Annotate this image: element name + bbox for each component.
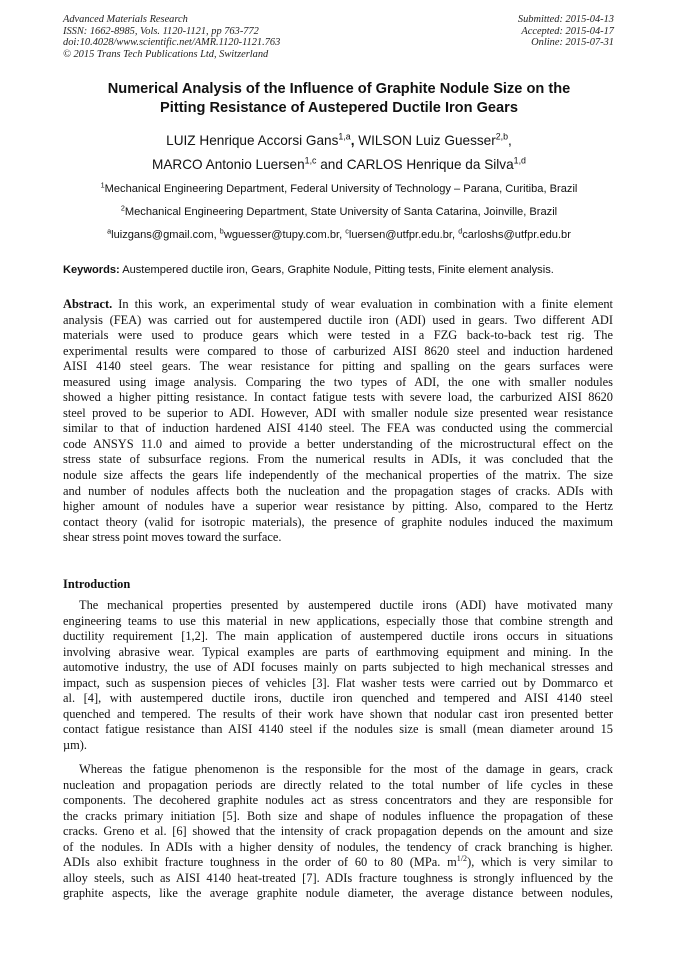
author-affil-marker: 2,b [495,131,509,142]
author-separator: , [350,133,359,148]
intro-line: automotive industry, the use of ADI focuses mainly on parts subjected to high mechanical stresses and [63,660,613,675]
abstract-line: stress state of subsurface regions. From the numerical results in ADIs, it was concluded that the [63,452,613,467]
intro-line: quenched and tempered. The results of their work have shown that nodular cast iron presented better [63,706,613,721]
section-heading-introduction: Introduction [63,577,131,591]
affil-text: Mechanical Engineering Department, State University of Santa Catarina, Joinville, Brazil [124,206,558,218]
abstract-line: Abstract. In this work, an experimental study of wear evaluation in combination with a finite element [63,297,613,311]
intro-line: nucleation and propagation periods are directly related to the total number of life cycles in these [63,777,613,792]
journal-header-left [63,14,280,60]
abstract-line: showed a higher pitting resistance. In contact fatigue tests with severe load, the carburized AISI 8620 [63,390,613,405]
keywords [63,263,623,277]
abstract-line: contact theory (valid for isotropic materials), the presence of graphite nodules induced the maximum [63,514,613,529]
affiliation-2 [63,205,615,219]
author-affil-marker: 1,a [338,131,351,142]
author-list [63,129,615,177]
abstract-line: similar to that of induction hardened AISI 4140 steel. The FEA was conducted using the commercial [63,421,613,436]
email-link[interactable]: carloshs@utfpr.edu.br [462,229,571,241]
email-link[interactable]: wguesser@tupy.com.br, [223,229,346,241]
author-affil-marker: 1,d [513,155,526,166]
affil-marker: 1 [100,180,105,190]
author-affil-marker: 1,c [304,155,317,166]
intro-line: alloy steels, such as AISI 4140 heat-treated [7]. ADIs fracture toughness is strongly influenced by the [63,870,613,885]
intro-line: components. The decohered graphite nodules act as stress concentrators and they are responsible for [63,793,613,808]
intro-line: ADIs also exhibit fracture toughness in the order of 60 to 80 (MPa. $m^{1/2}$), which is very similar to [63,855,613,870]
introduction-paragraph-1 [63,598,613,753]
abstract-line: steel proved to be superior to ADI. However, ADI with smaller nodule size presented wear resistance [63,405,613,420]
copyright-line: © 2015 Trans Tech Publications Ltd, Switzerland [63,48,269,60]
email-link[interactable]: luizgans@gmail.com, [111,229,220,241]
abstract-line: materials were used to produce gears which were tested in a FZG back-to-back test rig. The [63,328,613,343]
intro-line: graphite aspects, like the average graphite nodule diameter, the average distance between nodules, [63,886,613,901]
author-name: CARLOS Henrique da Silva [346,157,514,172]
intro-line: al. [4], with austempered ductile irons, ductile iron quenched and tempered and AISI 4140 steel [63,691,613,706]
intro-line: impact, such as suspension pieces of vehicles [3]. Flat washer tests were carried out by Dommarco et [63,675,613,690]
author-name: WILSON Luiz Guesser [358,133,496,148]
exponent: 1/2 [456,855,468,864]
email-link[interactable]: luersen@utfpr.edu.br, [348,229,459,241]
author-line [63,129,615,153]
journal-header-right [518,14,614,49]
abstract-line: and number of nodules affects both the nucleation and the propagation stages of cracks. ADIs with [63,483,613,498]
author-name: MARCO Antonio Luersen [152,157,305,172]
intro-line: of the nodules. In ADIs with a higher density of nodules, the tendency of crack branching is higher. [63,839,613,854]
abstract-line: code ANSYS 11.0 and aimed to provide a better understanding of the microstructural effect on the [63,436,613,451]
intro-line: engineering teams to use this material in new applications, especially those that combine strength and [63,613,613,628]
abstract-line: nodule size affects the gears life independently of the mechanical properties of the matrix. The size [63,468,613,483]
accepted-date: Accepted: 2015-04-17 [521,25,614,37]
title-line: Numerical Analysis of the Influence of Graphite Nodule Size on the [107,81,571,97]
abstract-label: Abstract. [63,297,113,311]
paper-title [63,80,615,118]
intro-line: involving abrasive wear. Typical examples are parts of earthmoving equipment and mining. In the [63,644,613,659]
intro-line: ductility requirement [1,2]. The main application of austempered ductile irons occurs in situations [63,629,613,644]
email-marker: a [107,226,112,236]
abstract-line: AISI 4140 steel gears. The wear resistance for pitting and spalling on the gears surfaces were [63,359,613,374]
introduction-paragraph-2 [63,762,613,902]
abstract-line: measured using image analysis. Comparing the two types of ADI, the one with smaller nodules [63,374,613,389]
affiliation-1 [63,182,615,196]
author-emails [63,228,615,242]
abstract [63,297,613,546]
intro-line: Whereas the fatigue phenomenon is the responsible for the most of the damage in gears, crack [79,762,613,776]
intro-line: contact fatigue resistance than AISI 4140 steel if the nodules size is small (mean diameter around 15 [63,722,613,737]
issn-line: ISSN: 1662-8985, Vols. 1120-1121, pp 763-772 [63,25,259,37]
intro-line: the cracks primary initiation [5]. Both size and shape of nodules influence the propagation of these [63,808,613,823]
intro-line: The mechanical properties presented by austempered ductile irons (ADI) have motivated many [79,598,613,612]
intro-line: cracks. Greno et al. [6] showed that the intensity of crack propagation depends on the amount and size [63,824,613,839]
author-line [63,153,615,177]
abstract-line: analysis (FEA) was carried out for austempered ductile iron (ADI) used in gears. Two different ADI [63,312,613,327]
email-marker: c [345,226,349,236]
title-line: Pitting Resistance of Austepered Ductile Iron Gears [160,100,518,116]
keywords-label: Keywords: [63,264,120,276]
intro-line: µm). [63,737,88,752]
abstract-line: experimental results were compared to those of carburized AISI 8620 steel and induction hardened [63,343,613,358]
email-marker: d [458,226,463,236]
author-separator: and [316,157,347,172]
email-marker: b [219,226,224,236]
doi-line: doi:10.4028/www.scientific.net/AMR.1120-1121.763 [63,37,281,49]
submitted-date: Submitted: 2015-04-13 [517,14,614,25]
author-separator: , [508,133,512,148]
abstract-line: higher amount of nodules have a superior wear resistance by pitting. Also, compared to the Hertz [63,499,613,514]
journal-name: Advanced Materials Research [63,14,188,25]
keywords-text: Austempered ductile iron, Gears, Graphite Nodule, Pitting tests, Finite element analysis. [119,264,554,276]
affil-text: Mechanical Engineering Department, Federal University of Technology – Parana, Curitiba, Brazil [104,183,578,195]
author-name: LUIZ Henrique Accorsi Gans [166,133,339,148]
abstract-line: shear stress point moves toward the surface. [63,530,282,545]
online-date: Online: 2015-07-31 [531,37,614,49]
affil-marker: 2 [120,203,125,213]
